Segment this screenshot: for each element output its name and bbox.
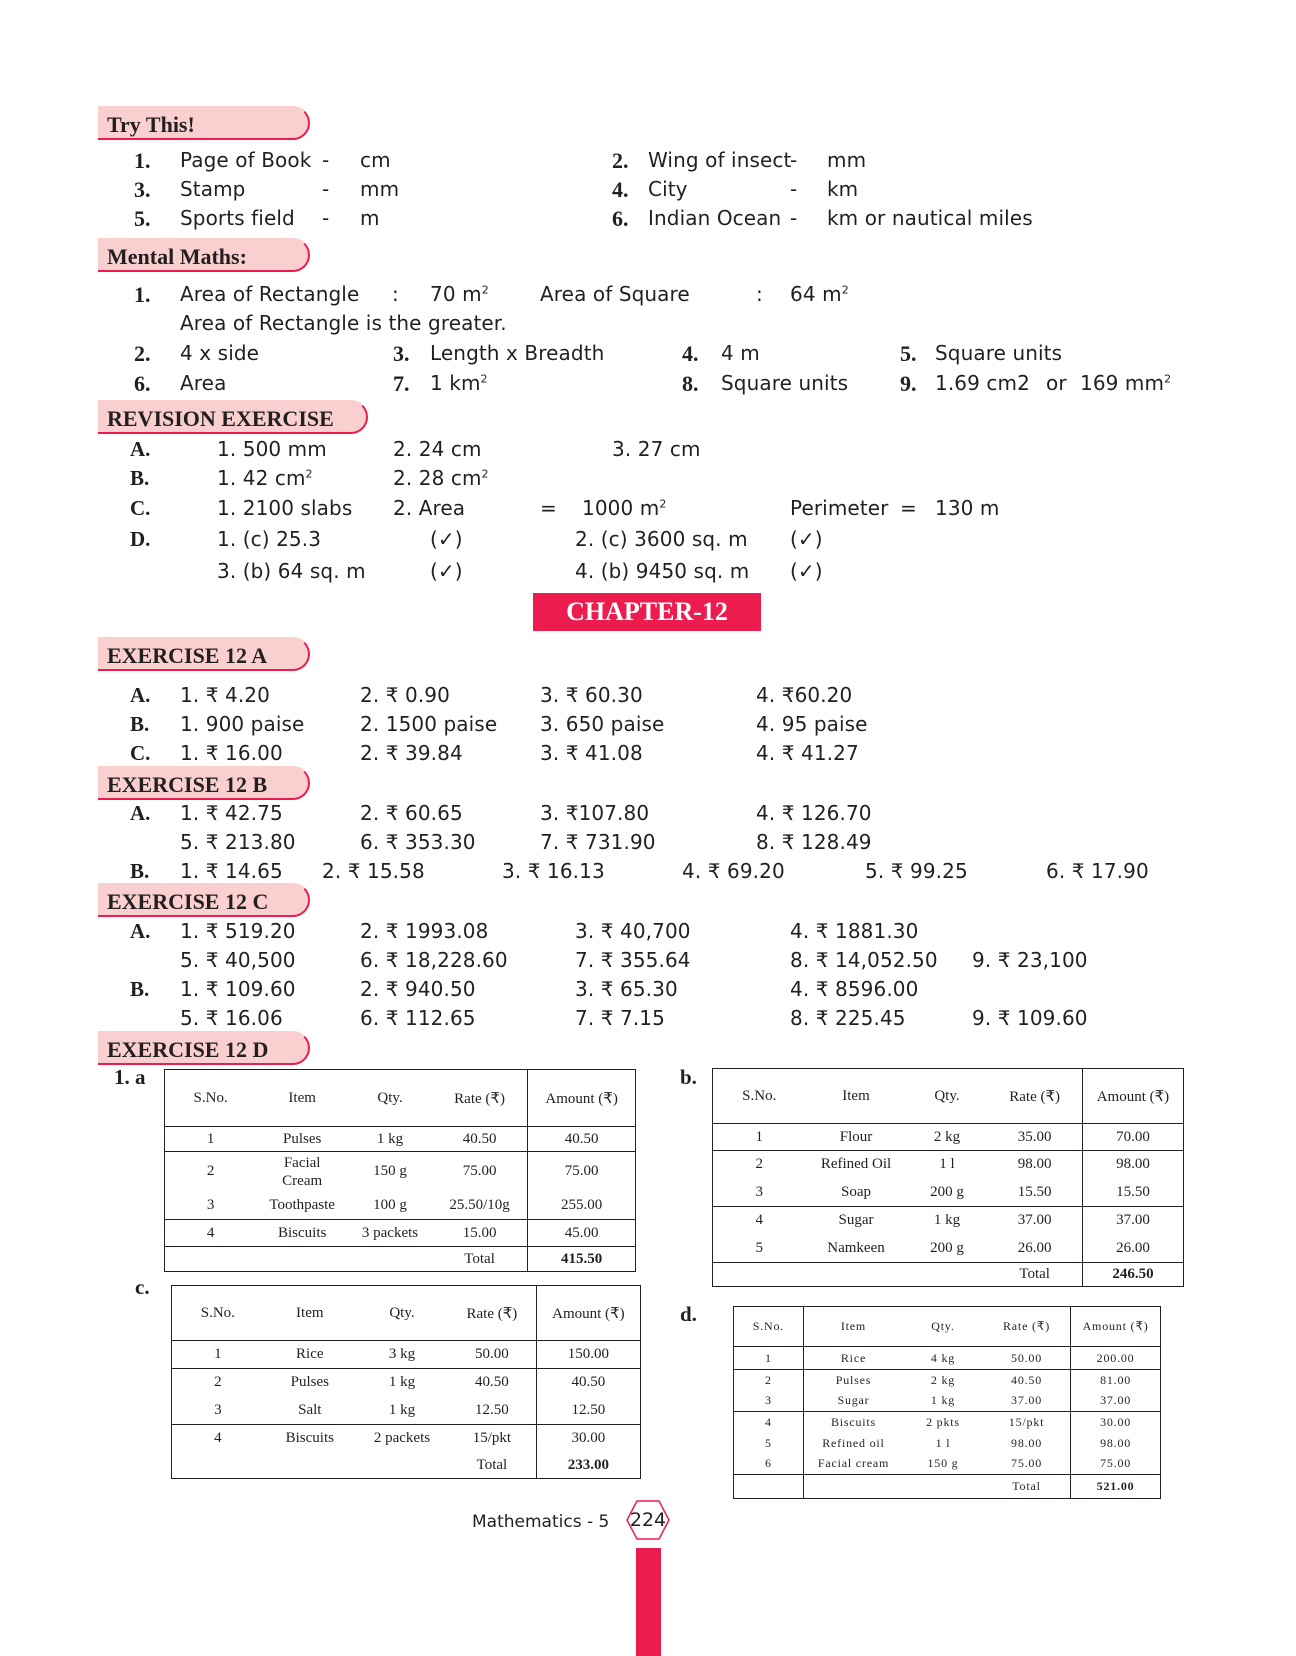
table-row [734,1433,1161,1454]
table-header-row [165,1070,636,1127]
answer: 1. 900 paise [180,712,305,736]
cell: 15.50 [1017,1183,1052,1200]
header-cell: Qty. [377,1089,403,1106]
answer: 1. (c) 25.3 [217,527,322,551]
header-cell: Item [296,1304,324,1321]
cell: 5 [755,1239,763,1256]
cell: 30.00 [1071,1412,1161,1433]
chapter-title: CHAPTER-12 [533,593,761,631]
table-header-row [172,1286,641,1341]
cell: Soap [841,1183,872,1200]
answer: 2. 28 $cm^2$ [393,466,489,490]
answer: Square units [721,371,849,395]
cell: 37.00 [1071,1391,1161,1412]
cell: Toothpaste [269,1196,335,1213]
total-row [172,1453,641,1479]
bill-table-a [164,1069,636,1272]
cell: 26.00 [1017,1239,1052,1256]
answer: 3. ₹ 16.13 [502,859,605,883]
header-cell: S.No. [752,1319,785,1333]
answer: 6. ₹ 112.65 [360,1006,476,1030]
bill-table-b [712,1068,1184,1287]
dash: - [322,177,330,201]
answer: 1. 500 mm [217,437,327,461]
cell: Pulses [264,1369,356,1397]
cell: 3 [765,1393,772,1408]
cell: Facial cream [803,1454,903,1475]
cell: 40.50 [528,1127,636,1152]
answer: 6. ₹ 17.90 [1046,859,1149,883]
cell: 81.00 [1071,1370,1161,1391]
rect-value: 70 $m^2$ [430,282,489,306]
item-label: Wing of insect [648,148,792,172]
cell: Rice [264,1341,356,1369]
item-label: City [648,177,688,201]
table-c-label: c. [135,1275,150,1299]
section-letter: B. [130,859,150,883]
answer: 3. 650 paise [540,712,665,736]
answer: Area [180,371,227,395]
answer: 2. ₹ 1993.08 [360,919,489,943]
answer: 4. ₹60.20 [756,683,853,707]
cell: 1 l [907,1151,988,1179]
header-cell: Rate (₹) [1009,1088,1061,1105]
answer: 1. ₹ 519.20 [180,919,296,943]
check-mark: (✓) [790,559,823,583]
cell: Biscuits [264,1425,356,1453]
cell: 15.00 [432,1220,528,1247]
cell: 15/pkt [448,1425,536,1453]
rect-label: Area of Rectangle [180,282,360,306]
dash: - [790,148,798,172]
total-value: 233.00 [536,1453,640,1479]
header-cell: Rate (₹) [466,1305,518,1322]
cell: 3 [206,1196,215,1213]
exercise-12b-heading: EXERCISE 12 B [98,766,310,800]
header-cell: Amount (₹) [1082,1069,1183,1124]
item-number: 5. [900,341,917,366]
cell: 37.00 [1082,1207,1183,1235]
item-label: Stamp [180,177,246,201]
answer: 8. ₹ 14,052.50 [790,948,938,972]
answer: 7. ₹ 731.90 [540,830,656,854]
exercise-12d-heading: EXERCISE 12 D [98,1031,310,1065]
table-a-label: 1. a [114,1065,146,1089]
answer: 2. ₹ 15.58 [322,859,425,883]
cell: 12.50 [536,1397,640,1425]
table-row [172,1397,641,1425]
cell: Pulses [256,1127,348,1152]
answer: 1. ₹ 16.00 [180,741,283,765]
cell: 50.00 [983,1347,1071,1370]
cell: 3 kg [356,1341,448,1369]
table-row [734,1391,1161,1412]
answer: 3. 27 cm [612,437,701,461]
cell: 100 g [373,1196,407,1213]
unit: m [360,206,380,230]
cell: 1 [165,1127,257,1152]
cell: 2 pkts [903,1412,983,1433]
cell: Biscuits [803,1412,903,1433]
section-letter: B. [130,977,150,1001]
header-cell: Rate (₹) [1003,1319,1051,1333]
answer: 3. (b) 64 sq. m [217,559,366,583]
answer: 5. ₹ 40,500 [180,948,296,972]
answer: 5. ₹ 99.25 [865,859,968,883]
total-value: 415.50 [528,1247,636,1272]
cell: 2 [713,1151,806,1179]
table-row [172,1369,641,1397]
perimeter-label: Perimeter [790,496,889,520]
answer: 1. 2100 slabs [217,496,353,520]
cell: 2 packets [356,1425,448,1453]
item-number: 8. [682,371,699,396]
header-cell: S.No. [742,1087,777,1104]
page-number: 224 [629,1509,667,1531]
table-row [713,1179,1184,1207]
cell: 4 [172,1425,264,1453]
dash: - [790,177,798,201]
answer: 8. ₹ 128.49 [756,830,872,854]
item-number: 5. [134,206,151,231]
total-label: Total [987,1263,1082,1287]
answer: 5. ₹ 16.06 [180,1006,283,1030]
equals: = [540,496,557,520]
answer: 2. 1500 paise [360,712,498,736]
cell: Refined oil [803,1433,903,1454]
cell: 98.00 [1082,1151,1183,1179]
cell: 15/pkt [983,1412,1071,1433]
cell: 98.00 [987,1151,1082,1179]
header-cell: Amount (₹) [536,1286,640,1341]
total-value: 521.00 [1071,1475,1161,1499]
section-letter: D. [130,527,151,551]
dash: - [322,206,330,230]
cell: 37.00 [987,1207,1082,1235]
cell: 75.00 [432,1152,528,1192]
cell: 45.00 [528,1220,636,1247]
square-label: Area of Square [540,282,690,306]
answer: 3. ₹ 60.30 [540,683,643,707]
answer: 4. 95 paise [756,712,868,736]
cell: 1 kg [388,1401,416,1418]
area-value: 1000 $m^2$ [582,496,667,520]
cell: 98.00 [1011,1435,1043,1450]
cell: 2 [172,1369,264,1397]
cell: 4 [165,1220,257,1247]
answer: 1. ₹ 109.60 [180,977,296,1001]
check-mark: (✓) [790,527,823,551]
dash: - [322,148,330,172]
table-d-label: d. [680,1302,697,1326]
answer: 2. ₹ 0.90 [360,683,450,707]
header-cell: S.No. [200,1304,235,1321]
answer: 2. ₹ 60.65 [360,801,463,825]
answer: Square units [935,341,1063,365]
check-mark: (✓) [430,559,463,583]
header-cell: S.No. [193,1089,228,1106]
answer: 1. ₹ 42.75 [180,801,283,825]
cell: Flour [805,1124,906,1151]
table-row [165,1152,636,1192]
cell: 1 kg [907,1207,988,1235]
perimeter-value: 130 m [935,496,1000,520]
cell: 30.00 [536,1425,640,1453]
header-cell: Amount (₹) [528,1070,636,1127]
item-number: 4. [682,341,699,366]
cell: 2 kg [903,1370,983,1391]
section-letter: B. [130,466,150,490]
table-header-row [734,1307,1161,1347]
cell: 5 [765,1435,772,1450]
cell: Biscuits [256,1220,348,1247]
answer: 6. ₹ 18,228.60 [360,948,508,972]
conclusion: Area of Rectangle is the greater. [180,311,507,335]
cell: 1 [713,1124,806,1151]
colon: : [392,282,399,306]
answer: 4. ₹ 126.70 [756,801,872,825]
table-row [734,1412,1161,1433]
cell: 40.50 [448,1369,536,1397]
item-number: 2. [612,148,629,173]
answer: 7. ₹ 7.15 [575,1006,665,1030]
cell: 50.00 [448,1341,536,1369]
table-row [713,1151,1184,1179]
cell: 40.50 [983,1370,1071,1391]
answer: 4 x side [180,341,260,365]
cell: 4 kg [903,1347,983,1370]
total-label: Total [983,1475,1071,1499]
answer: 3. ₹ 41.08 [540,741,643,765]
cell: 2 [734,1370,804,1391]
unit: km or nautical miles [827,206,1033,230]
header-cell: Item [288,1089,316,1106]
answer: 3. ₹ 65.30 [575,977,678,1001]
try-this-heading: Try This! [98,106,310,140]
answer: 7. ₹ 355.64 [575,948,691,972]
section-letter: A. [130,801,151,825]
cell: Refined Oil [805,1151,906,1179]
cell: Salt [298,1401,322,1418]
cell: 35.00 [987,1124,1082,1151]
answer: 4. ₹ 8596.00 [790,977,919,1001]
page-edge-bar [636,1548,661,1656]
answer: 3. ₹ 40,700 [575,919,691,943]
cell: 4 [734,1412,804,1433]
bill-table-c [171,1285,641,1479]
table-row [734,1370,1161,1391]
cell: 26.00 [1082,1235,1183,1263]
cell: 40.50 [536,1369,640,1397]
section-letter: A. [130,919,151,943]
bill-table-d [733,1306,1161,1499]
item-number: 6. [134,371,151,396]
header-cell: Item [803,1307,903,1347]
answer: 2. ₹ 39.84 [360,741,463,765]
total-value: 246.50 [1082,1263,1183,1287]
item-number: 1. [134,148,151,173]
section-letter: C. [130,496,151,520]
answer: 2. Area [393,496,466,520]
total-row [713,1263,1184,1287]
answer: 5. ₹ 213.80 [180,830,296,854]
cell: 3 [755,1183,763,1200]
answer: 4 m [721,341,760,365]
cell: 40.50 [432,1127,528,1152]
table-row [165,1127,636,1152]
section-letter: A. [130,683,151,707]
answer: 1. ₹ 4.20 [180,683,270,707]
answer: 6. ₹ 353.30 [360,830,476,854]
cell: 200.00 [1071,1347,1161,1370]
answer: 2. (c) 3600 sq. m [575,527,748,551]
cell: 70.00 [1082,1124,1183,1151]
answer: 1. ₹ 14.65 [180,859,283,883]
square-value: 64 $m^2$ [790,282,849,306]
table-row [734,1454,1161,1475]
total-label: Total [476,1456,508,1473]
exercise-12a-heading: EXERCISE 12 A [98,637,310,671]
unit: cm [360,148,391,172]
exercise-12c-heading: EXERCISE 12 C [98,883,310,917]
item-number: 7. [393,371,410,396]
answer: 4. ₹ 1881.30 [790,919,919,943]
section-letter: B. [130,712,150,736]
answer: 8. ₹ 225.45 [790,1006,906,1030]
cell: 15.50 [1082,1179,1183,1207]
cell: 75.00 [1011,1456,1043,1471]
cell: 75.00 [528,1152,636,1192]
book-title: Mathematics - 5 [472,1512,610,1532]
item-number: 1. [134,282,151,307]
answer: 4. ₹ 69.20 [682,859,785,883]
table-row [713,1207,1184,1235]
equals: = [900,496,917,520]
item-number: 9. [900,371,917,396]
item-number: 3. [134,177,151,202]
revision-exercise-heading: REVISION EXERCISE [98,400,368,434]
answer-alt: 169 $mm^2$ [1080,371,1172,395]
total-row [734,1475,1161,1499]
answer: 4. (b) 9450 sq. m [575,559,750,583]
cell: 3 [214,1401,222,1418]
cell: 25.50/10g [449,1196,510,1213]
answer: 3. ₹107.80 [540,801,650,825]
cell: 1 [734,1347,804,1370]
answer: 2. 24 cm [393,437,482,461]
header-cell: Amount (₹) [1071,1307,1161,1347]
item-number: 4. [612,177,629,202]
cell: 200 g [930,1239,964,1256]
cell: 1 kg [930,1393,956,1408]
unit: mm [827,148,867,172]
item-label: Sports field [180,206,295,230]
item-number: 6. [612,206,629,231]
dash: - [790,206,798,230]
cell: 12.50 [475,1401,509,1418]
answer: 9. ₹ 23,100 [972,948,1088,972]
cell: 200 g [930,1183,964,1200]
answer: 1. 42 $cm^2$ [217,466,313,490]
cell: Pulses [803,1370,903,1391]
cell: 75.00 [1071,1454,1161,1475]
cell: 1 l [935,1435,951,1450]
answer: 9. ₹ 109.60 [972,1006,1088,1030]
table-row [165,1192,636,1220]
or-text: or [1046,371,1067,395]
cell: Sugar [805,1207,906,1235]
table-b-label: b. [680,1065,697,1089]
item-label: Page of Book [180,148,312,172]
cell: 1 [172,1341,264,1369]
table-row [713,1124,1184,1151]
table-row [172,1341,641,1369]
section-letter: A. [130,437,151,461]
cell: 6 [765,1456,772,1471]
answer: 2. ₹ 940.50 [360,977,476,1001]
cell: 2 kg [907,1124,988,1151]
cell: Rice [803,1347,903,1370]
item-label: Indian Ocean [648,206,782,230]
header-cell: Item [842,1087,870,1104]
header-cell: Qty. [389,1304,415,1321]
header-cell: Qty. [934,1087,960,1104]
table-row [172,1425,641,1453]
cell: 1 kg [356,1369,448,1397]
item-number: 3. [393,341,410,366]
table-row [713,1235,1184,1263]
cell: 150 g [348,1152,432,1192]
cell: 150 g [927,1456,959,1471]
table-header-row [713,1069,1184,1124]
unit: km [827,177,859,201]
answer: Length x Breadth [430,341,605,365]
cell: Namkeen [827,1239,885,1256]
header-cell: Qty. [931,1319,955,1333]
mental-maths-heading: Mental Maths: [98,238,310,272]
cell: 150.00 [536,1341,640,1369]
cell: 3 packets [348,1220,432,1247]
cell: 4 [713,1207,806,1235]
cell: Sugar [803,1391,903,1412]
cell: 37.00 [1011,1393,1043,1408]
cell: 98.00 [1071,1433,1161,1454]
cell: 255.00 [528,1192,636,1220]
section-letter: C. [130,741,151,765]
header-cell: Rate (₹) [454,1090,505,1107]
total-row [165,1247,636,1272]
answer: 1.69 cm2 [935,371,1030,395]
table-row [734,1347,1161,1370]
unit: mm [360,177,400,201]
colon: : [756,282,763,306]
cell: Facial Cream [256,1152,348,1192]
answer: 4. ₹ 41.27 [756,741,859,765]
answer: 1 $km^2$ [430,371,488,395]
item-number: 2. [134,341,151,366]
check-mark: (✓) [430,527,463,551]
table-row [165,1220,636,1247]
total-label: Total [432,1247,528,1272]
cell: 1 kg [348,1127,432,1152]
cell: 2 [165,1152,257,1192]
